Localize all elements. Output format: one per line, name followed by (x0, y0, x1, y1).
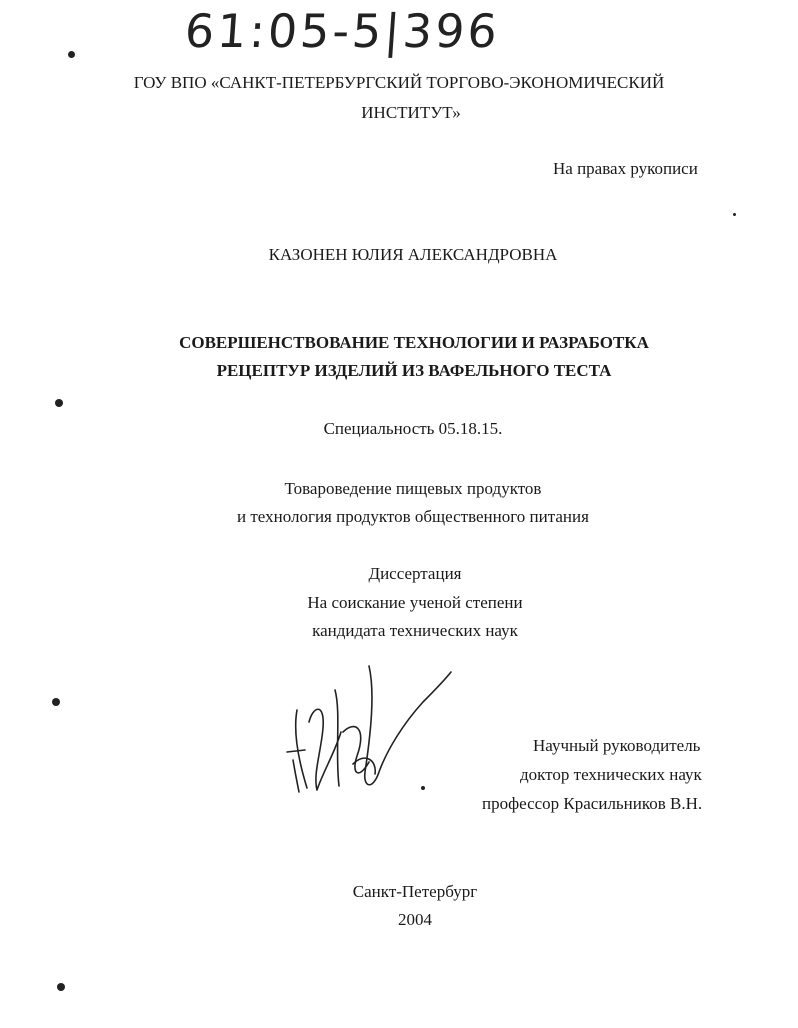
dissertation-title-line-2: РЕЦЕПТУР ИЗДЕЛИЙ ИЗ ВАФЕЛЬНОГО ТЕСТА (216, 361, 612, 380)
supervisor-line-1: Научный руководитель (533, 736, 701, 755)
supervisor-line-2: доктор технических наук (520, 765, 702, 784)
specialty-code: Специальность 05.18.15. (323, 419, 503, 438)
year: 2004 (398, 910, 432, 929)
degree-line-3: кандидата технических наук (312, 621, 518, 640)
specialty-name-line-2: и технология продуктов общественного питания (237, 507, 589, 526)
scan-speck (733, 213, 736, 216)
city: Санкт-Петербург (352, 882, 478, 901)
dissertation-title-line-1: СОВЕРШЕНСТВОВАНИЕ ТЕХНОЛОГИИ И РАЗРАБОТКА (179, 333, 649, 352)
institution-line-1: ГОУ ВПО «САНКТ-ПЕТЕРБУРГСКИЙ ТОРГОВО-ЭКОНОМИЧЕСКИЙ (133, 73, 665, 92)
degree-line-2: На соискание ученой степени (307, 593, 523, 612)
degree-line-1: Диссертация (368, 564, 462, 583)
scan-speck (55, 399, 63, 407)
author-name: КАЗОНЕН ЮЛИЯ АЛЕКСАНДРОВНА (268, 245, 558, 264)
archive-number-handwritten: 61:05-5|396 (183, 4, 502, 58)
institution-line-2: ИНСТИТУТ» (361, 103, 461, 122)
scan-speck (68, 51, 75, 58)
manuscript-rights: На правах рукописи (553, 159, 698, 178)
specialty-name-line-1: Товароведение пищевых продуктов (284, 479, 542, 498)
scan-speck (52, 698, 60, 706)
author-signature (283, 662, 453, 802)
supervisor-line-3: профессор Красильников В.Н. (482, 794, 703, 813)
scan-speck (57, 983, 65, 991)
